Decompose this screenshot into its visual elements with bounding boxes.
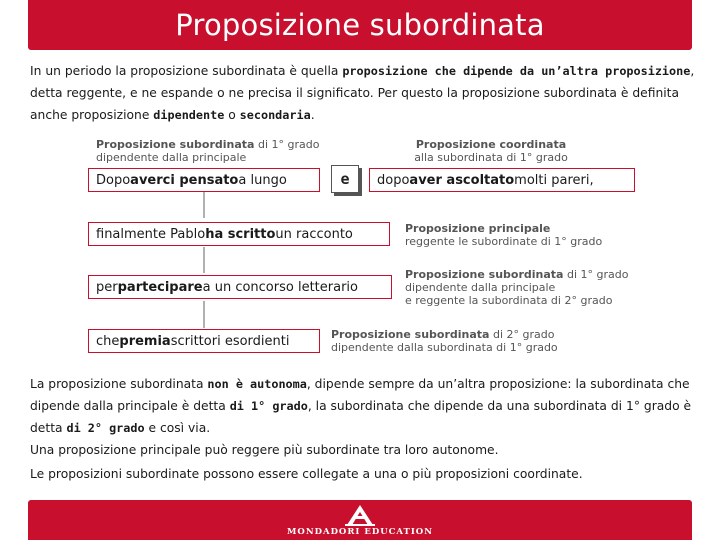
box-sub1-verb: partecipare xyxy=(117,279,203,295)
box-sub2-verb: premia xyxy=(119,333,171,349)
caption-subordinata-2-desc: dipendente dalla subordinata di 1° grado xyxy=(331,341,558,354)
box-sub2-text-pre: che xyxy=(96,333,120,349)
outro-text-1: La proposizione subordinata xyxy=(30,377,208,391)
intro-paragraph xyxy=(30,60,710,126)
outro-paragraph-3 xyxy=(30,463,710,485)
connector-line-2 xyxy=(203,247,205,273)
box-coordinata xyxy=(369,168,635,192)
caption-coordinata-desc: alla subordinata di 1° grado xyxy=(414,151,568,164)
outro-text-3: , la subordinata che dipende da una subordinata di 1° grado è detta xyxy=(30,399,692,435)
outro-bold-2: di 1° grado xyxy=(229,399,308,413)
caption-coordinata xyxy=(408,138,574,164)
caption-subordinata-1b-grade: di 1° grado xyxy=(563,268,629,281)
outro-text-6: Le proposizioni subordinate possono essere collegate a una o più proposizioni coordinate. xyxy=(30,467,583,481)
intro-text-2: , detta reggente, e ne espande o ne precisa il significato. Per questo la proposizione subordinata è definita anche proposizione xyxy=(30,64,695,122)
box-principale xyxy=(88,222,390,246)
caption-subordinata-1-title: Proposizione subordinata xyxy=(96,138,255,151)
outro-bold-3: di 2° grado xyxy=(66,421,145,435)
outro-text-2: , dipende sempre da un’altra proposizione: la subordinata che dipende dalla principale è detta xyxy=(30,377,690,413)
box-subordinata-1-grado xyxy=(88,168,320,192)
caption-subordinata-1b-desc2: e reggente la subordinata di 2° grado xyxy=(405,294,613,307)
box-coord-text-post: molti pareri, xyxy=(514,172,594,188)
caption-subordinata-1-desc: dipendente dalla principale xyxy=(96,151,247,164)
title-bar xyxy=(28,0,692,50)
caption-principale-title: Proposizione principale xyxy=(405,222,551,235)
caption-subordinata-1-grade: di 1° grado xyxy=(254,138,320,151)
caption-subordinata-2-title: Proposizione subordinata xyxy=(331,328,490,341)
box1-text-pre: Dopo xyxy=(96,172,131,188)
caption-subordinata-2 xyxy=(331,328,558,354)
box-sub1-text-post: a un concorso letterario xyxy=(202,279,358,295)
box-principale-text-post: un racconto xyxy=(275,226,353,242)
caption-subordinata-1b-desc: dipendente dalla principale xyxy=(405,281,556,294)
conjunction-box xyxy=(331,165,359,193)
box-coord-text-pre: dopo xyxy=(377,172,410,188)
page-title: Proposizione subordinata xyxy=(175,8,545,42)
box1-verb: averci pensato xyxy=(130,172,239,188)
box-subordinata-1-grado-b xyxy=(88,275,392,299)
caption-coordinata-title: Proposizione coordinata xyxy=(415,138,567,151)
outro-paragraph-1 xyxy=(30,373,710,439)
intro-bold-3: secondaria xyxy=(239,108,311,122)
box-principale-text-pre: finalmente Pablo xyxy=(96,226,206,242)
footer-logo-text: MONDADORI EDUCATION xyxy=(287,527,433,537)
caption-principale-desc: reggente le subordinate di 1° grado xyxy=(405,235,603,248)
outro-paragraph-2 xyxy=(30,439,710,461)
caption-subordinata-1b xyxy=(405,268,628,307)
box-subordinata-2-grado xyxy=(88,329,320,353)
caption-subordinata-2-grade: di 2° grado xyxy=(489,328,555,341)
caption-subordinata-1b-title: Proposizione subordinata xyxy=(405,268,564,281)
box-coord-verb: aver ascoltato xyxy=(409,172,515,188)
box-sub1-text-pre: per xyxy=(96,279,118,295)
box1-text-post: a lungo xyxy=(238,172,287,188)
intro-text-1: In un periodo la proposizione subordinata è quella xyxy=(30,64,343,78)
caption-principale xyxy=(405,222,602,248)
mondadori-logo-icon xyxy=(343,504,377,526)
intro-text-4: . xyxy=(310,108,315,122)
outro-bold-1: non è autonoma xyxy=(207,377,307,391)
box-sub2-text-post: scrittori esordienti xyxy=(170,333,290,349)
connector-line-1 xyxy=(203,192,205,218)
caption-subordinata-1 xyxy=(96,138,319,164)
intro-text-3: o xyxy=(224,108,240,122)
outro-text-4: e così via. xyxy=(144,421,211,435)
intro-bold-2: dipendente xyxy=(153,108,225,122)
box-principale-verb: ha scritto xyxy=(205,226,276,242)
connector-line-3 xyxy=(203,301,205,328)
intro-bold-1: proposizione che dipende da un’altra proposizione xyxy=(342,64,691,78)
footer-bar xyxy=(28,500,692,540)
conjunction-label: e xyxy=(340,170,350,188)
outro-text-5: Una proposizione principale può reggere più subordinate tra loro autonome. xyxy=(30,443,499,457)
